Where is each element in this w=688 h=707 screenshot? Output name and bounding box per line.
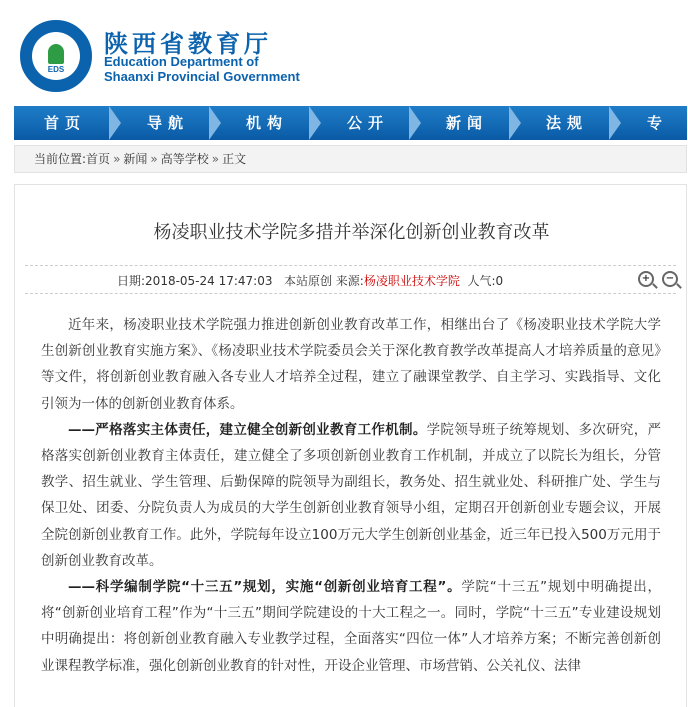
nav-item-organization[interactable]: 机构 — [246, 114, 289, 132]
zoom-out-icon[interactable]: − — [662, 271, 678, 287]
breadcrumb-news[interactable]: 新闻 — [123, 152, 148, 166]
paragraph-lead: ——严格落实主体责任，建立健全创新创业教育工作机制。 — [68, 421, 427, 438]
views-label: 人气: — [467, 274, 496, 288]
paragraph-text: 学院领导班子统筹规划、多次研究，严格落实创新创业教育主体责任，建立健全了多项创新创业教育工作机制，并成立了以院长为组长，分管教学、招生就业、学生管理、后勤保障的院领导为副组长，教务处、招生就业处、科研推广处、学生与保卫处、团委、分院负责人为成员的大学生创新创业教育领导小组，定期召开创新创业专题会议，开展全院创新创业教育工作。此外，学院每年设立100万元大学生创新创业基金，近三年已投入500万元用于创新创业教育改革。 — [41, 421, 662, 569]
source-label: 来源: — [335, 274, 364, 288]
original-tag: 本站原创 — [283, 274, 332, 288]
nav-item-home[interactable]: 首页 — [44, 114, 87, 132]
nav-separator — [509, 106, 521, 140]
site-title-chinese[interactable]: 陕西省教育厅 — [104, 29, 272, 58]
nav-separator — [309, 106, 321, 140]
breadcrumb-separator: » — [113, 152, 121, 166]
nav-separator — [109, 106, 121, 140]
source-link[interactable]: 杨凌职业技术学院 — [363, 274, 460, 288]
divider — [25, 265, 676, 266]
paragraph — [41, 312, 661, 417]
zoom-in-icon[interactable]: + — [638, 271, 654, 287]
paragraph — [41, 417, 661, 574]
nav-item-regulations[interactable]: 法规 — [546, 114, 589, 132]
breadcrumb — [14, 145, 687, 173]
publish-date: 2018-05-24 17:47:03 — [145, 274, 273, 288]
date-label: 日期: — [117, 274, 146, 288]
paragraph-text: 近年来，杨凌职业技术学院强力推进创新创业教育改革工作，相继出台了《杨凌职业技术学院大学生创新创业教育实施方案》、《杨凌职业技术学院委员会关于深化教育教学改革提高人才培养质量的意见》等文件，将创新创业教育融入各专业人才培养全过程，建立了融课堂教学、自主学习、实践指导、文化引领为一体的创新创业教育体系。 — [41, 317, 661, 412]
logo-abbreviation: EDS — [47, 65, 65, 74]
nav-item-topics[interactable]: 专 — [647, 114, 669, 132]
article-panel — [14, 184, 687, 707]
article-meta — [117, 272, 503, 289]
book-seedling-icon — [48, 44, 64, 64]
breadcrumb-separator: » — [150, 152, 158, 166]
main-navigation — [14, 106, 687, 140]
article-body — [41, 312, 661, 679]
paragraph — [41, 574, 661, 679]
site-title-english-line2: Shaanxi Provincial Government — [104, 69, 300, 84]
nav-item-navigation[interactable]: 导航 — [147, 114, 190, 132]
breadcrumb-prefix: 当前位置: — [34, 152, 87, 166]
site-header — [0, 0, 687, 104]
divider — [25, 293, 676, 294]
nav-separator — [409, 106, 421, 140]
site-title-english-line1: Education Department of — [104, 54, 259, 69]
nav-item-news[interactable]: 新闻 — [446, 114, 489, 132]
breadcrumb-current: 正文 — [222, 152, 247, 166]
paragraph-lead: ——科学编制学院“十三五”规划，实施“创新创业培育工程”。 — [68, 579, 462, 596]
nav-separator — [609, 106, 621, 140]
breadcrumb-separator: » — [211, 152, 220, 166]
nav-separator — [209, 106, 221, 140]
article-title: 杨凌职业技术学院多措并举深化创新创业教育改革 — [153, 222, 550, 243]
view-count: 0 — [495, 274, 504, 288]
nav-item-public[interactable]: 公开 — [347, 114, 390, 132]
department-logo[interactable] — [20, 20, 92, 92]
breadcrumb-higher-education[interactable]: 高等学校 — [160, 152, 209, 166]
breadcrumb-home[interactable]: 首页 — [86, 152, 111, 166]
paragraph-text: 学院“十三五”规划中明确提出，将“创新创业培育工程”作为“十三五”期间学院建设的十大工程之一。同时，学院“十三五”专业建设规划中明确提出：将创新创业教育融入专业教学过程，全面落实“四位一体”人才培养方案；不断完善创新创业课程教学标准，强化创新创业教育的针对性，开设企业管理、市场营销、公关礼仪、法律 — [41, 579, 661, 674]
